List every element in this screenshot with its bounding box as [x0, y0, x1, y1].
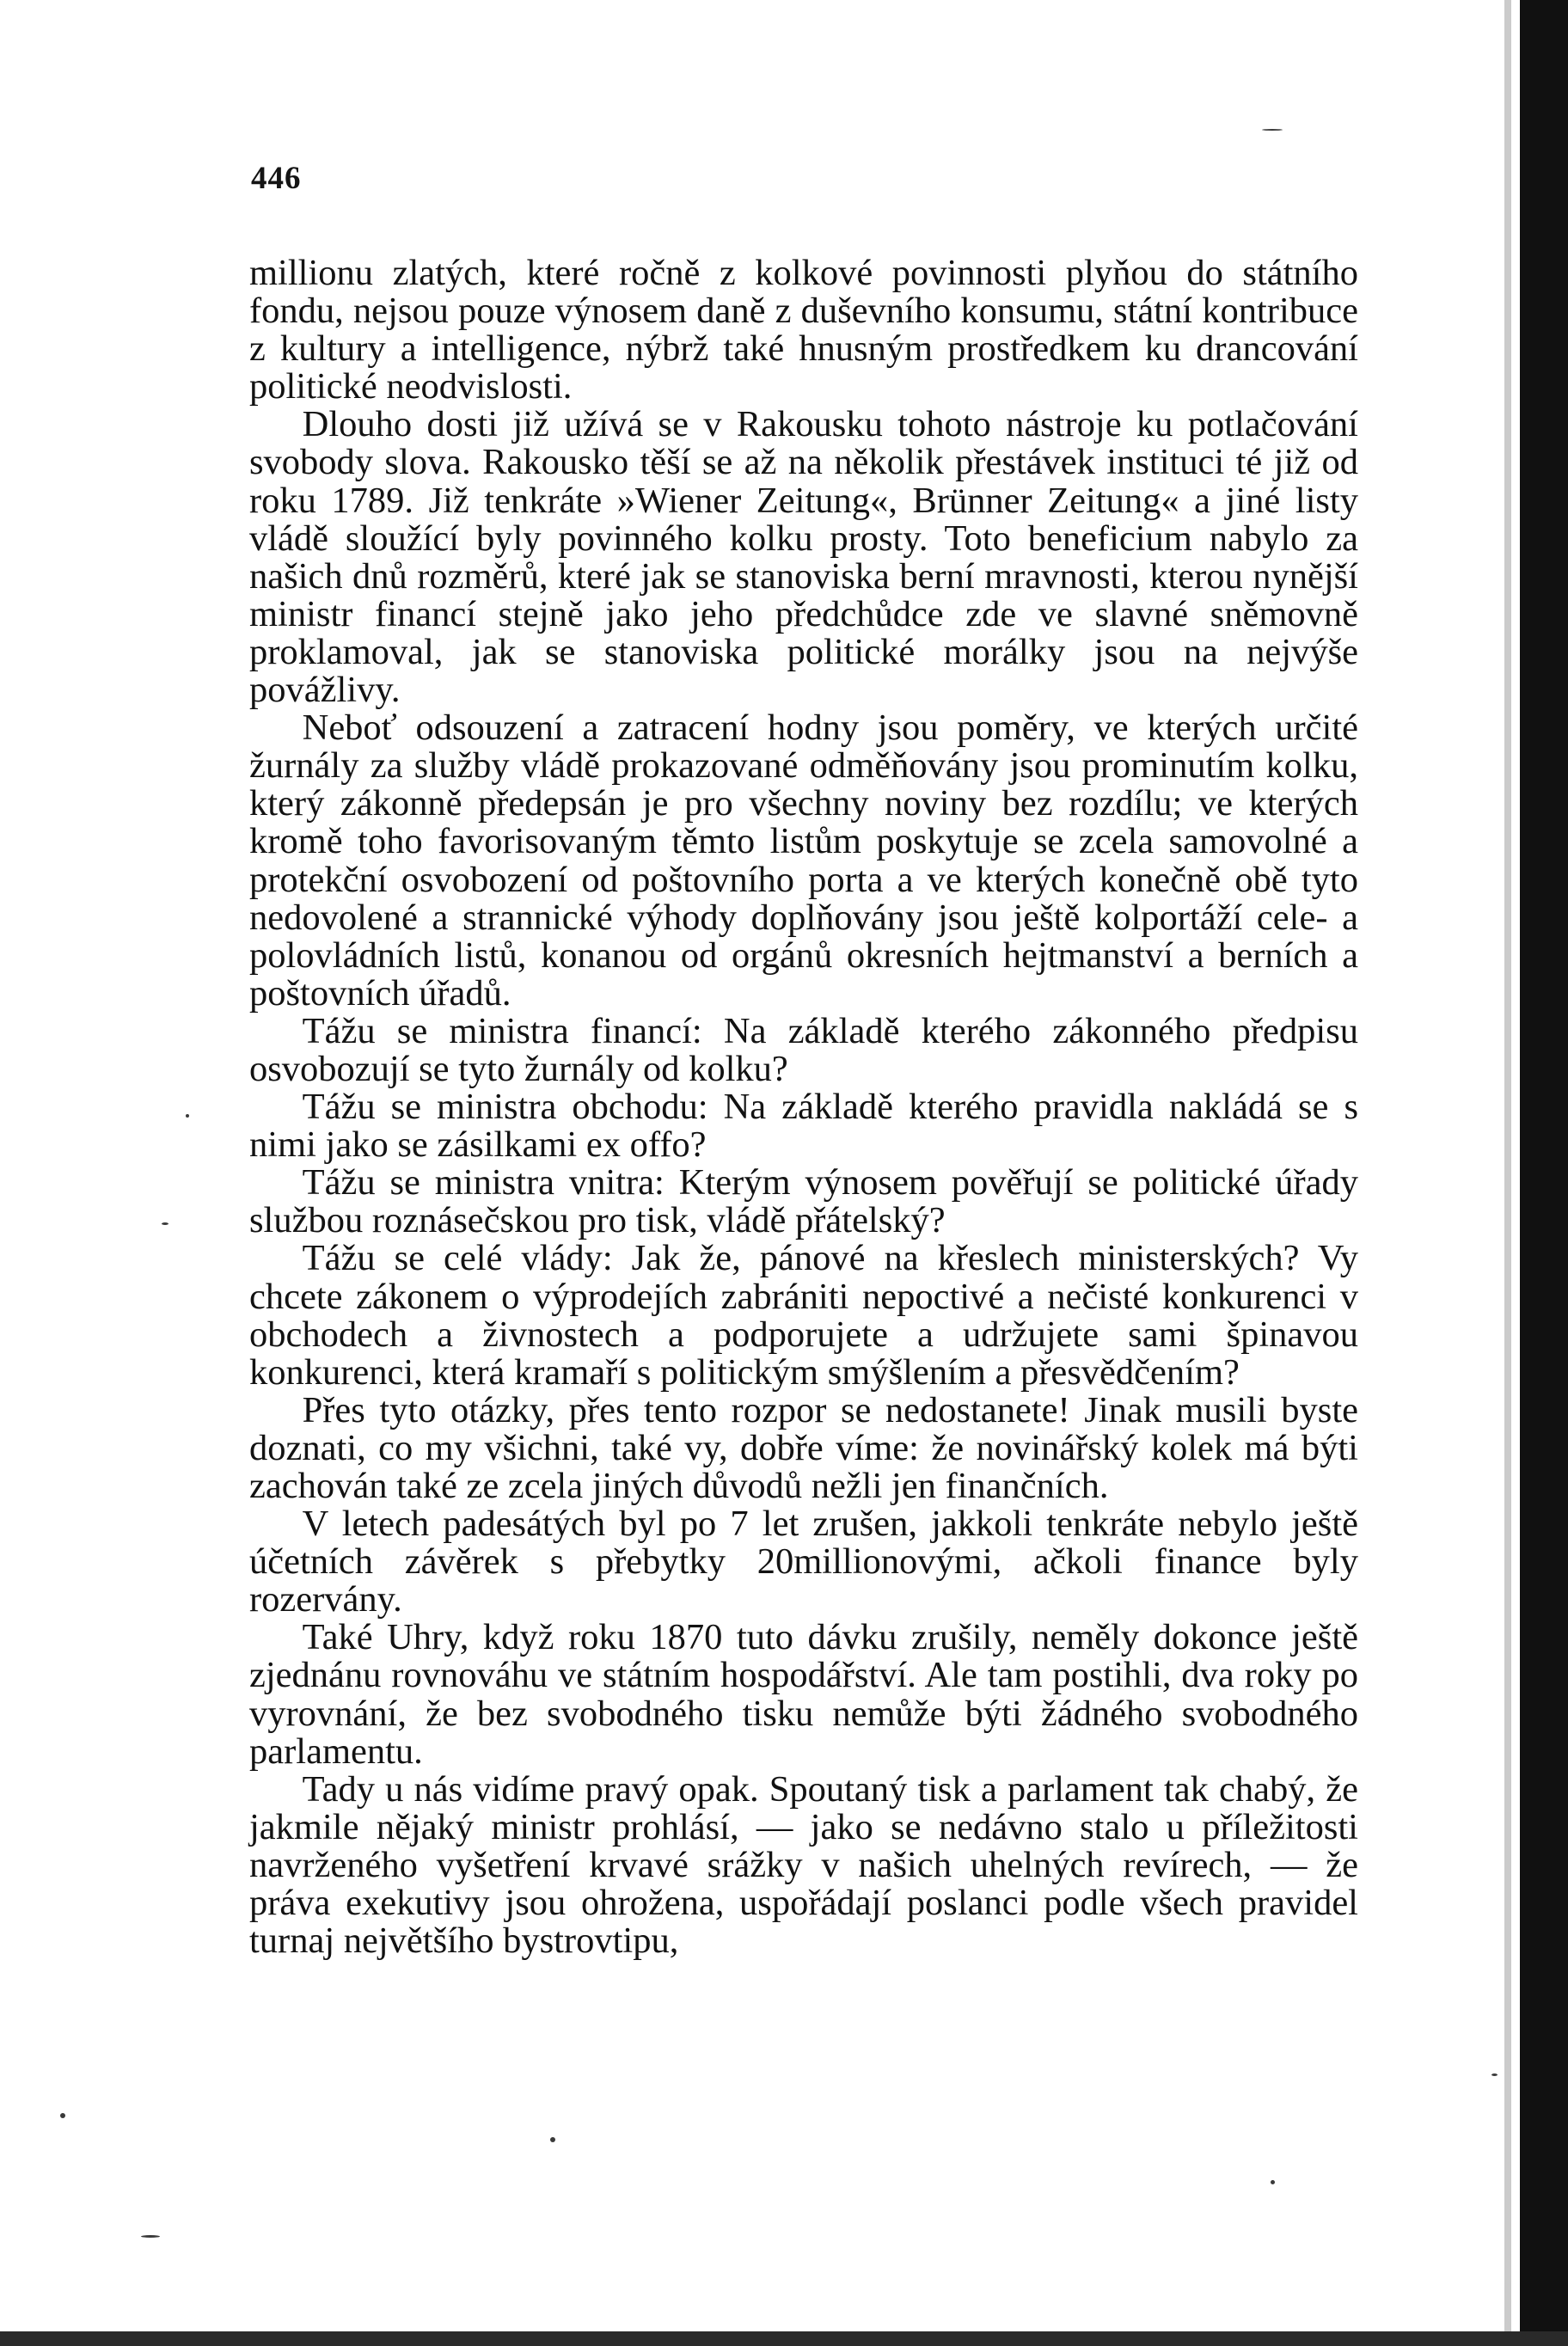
- paragraph: millionu zlatých, které ročně z kolkové povinnosti plyňou do státního fondu, nejsou pouze výnosem daně z duševního konsumu, státní kontribuce z kultury a intelligence, nýbrž také hnusným prostředkem ku drancování politické neodvislosti.: [249, 253, 1358, 407]
- binding-shadow: [1504, 0, 1511, 2346]
- paragraph: Dlouho dosti již užívá se v Rakousku tohoto nástroje ku potlačování svobody slova. Rakousko těší se až na několik přestávek instituci té již od roku 1789. Již tenkráte »Wiener Zeitung«, Brünner Zeitung« a jiné listy vládě sloužící byly povinného kolku prosty. Toto beneficium nabylo za našich dnů rozměrů, které jak se stanoviska berní mravnosti, kterou nynější ministr financí stejně jako jeho předchůdce zde ve slavné sněmovně proklamoval, jak se stanoviska politické morálky jsou na nejvýše povážlivy.: [249, 404, 1358, 711]
- scan-speck: [162, 1222, 168, 1225]
- paragraph: Také Uhry, když roku 1870 tuto dávku zrušily, neměly dokonce ještě zjednánu rovnováhu ve státním hospodářství. Ale tam postihli, dva roky po vyrovnání, že bez svobodného tisku nemůže býti žádného svobodného parlamentu.: [249, 1617, 1358, 1772]
- paragraph: Tážu se celé vlády: Jak že, pánové na křeslech ministerských? Vy chcete zákonem o výprodejích zabrániti nepoctivé a nečisté konkurenci v obchodech a živnostech a podporujete a udržujete sami špinavou konkurenci, která kramaří s politickým smýšlením a přesvědčením?: [249, 1238, 1358, 1393]
- body-text: [249, 254, 1358, 1960]
- paragraph: Tady u nás vidíme pravý opak. Spoutaný tisk a parlament tak chabý, že jakmile nějaký ministr prohlásí, — jako se nedávno stalo u příležitosti navrženého vyšetření krvavé srážky v našich uhelných revírech, — že práva exekutivy jsou ohrožena, uspořádají poslanci podle všech pravidel turnaj největšího bystrovtipu,: [249, 1768, 1358, 1962]
- paragraph: V letech padesátých byl po 7 let zrušen, jakkoli tenkráte nebylo ještě účetních závěrek s přebytky 20millionovými, ačkoli finance byly rozervány.: [249, 1504, 1358, 1620]
- paragraph: Tážu se ministra financí: Na základě kterého zákonného předpisu osvobozují se tyto žurnály od kolku?: [249, 1010, 1358, 1089]
- bottom-edge: [0, 2331, 1568, 2346]
- scan-speck: [1271, 2180, 1275, 2184]
- paragraph: Přes tyto otázky, přes tento rozpor se nedostanete! Jinak musili byste doznati, co my všichni, také vy, dobře víme: že novinářský kolek má býti zachován také ze zcela jiných důvodů nežli jen finančních.: [249, 1389, 1358, 1506]
- scan-speck: [1491, 2073, 1498, 2076]
- scan-speck: [60, 2113, 65, 2118]
- scan-speck: [550, 2137, 555, 2142]
- page-number: 446: [251, 161, 302, 196]
- paragraph: Neboť odsouzení a zatracení hodny jsou poměry, ve kterých určité žurnály za služby vládě prokazované odměňovány jsou prominutím kolku, který zákonně předepsán je pro všechny noviny bez rozdílu; ve kterých kromě toho favorisovaným těmto listům poskytuje se zcela samovolné a protekční osvobození od poštovního porta a ve kterých konečně obě tyto nedovolené a strannické výhody doplňovány jsou ještě kolportáží cele- a polovládních listů, konanou od orgánů okresních hejtmanství a berních a poštovních úřadů.: [249, 707, 1358, 1014]
- paragraph: Tážu se ministra vnitra: Kterým výnosem pověřují se politické úřady službou roznásečskou pro tisk, vládě přátelský?: [249, 1162, 1358, 1241]
- scan-speck: [186, 1114, 189, 1118]
- paragraph: Tážu se ministra obchodu: Na základě kterého pravidla nakládá se s nimi jako se zásilkami ex offo?: [249, 1087, 1358, 1166]
- scan-speck: [1262, 129, 1283, 131]
- scan-speck: [141, 2235, 160, 2238]
- binding-edge: [1520, 0, 1568, 2346]
